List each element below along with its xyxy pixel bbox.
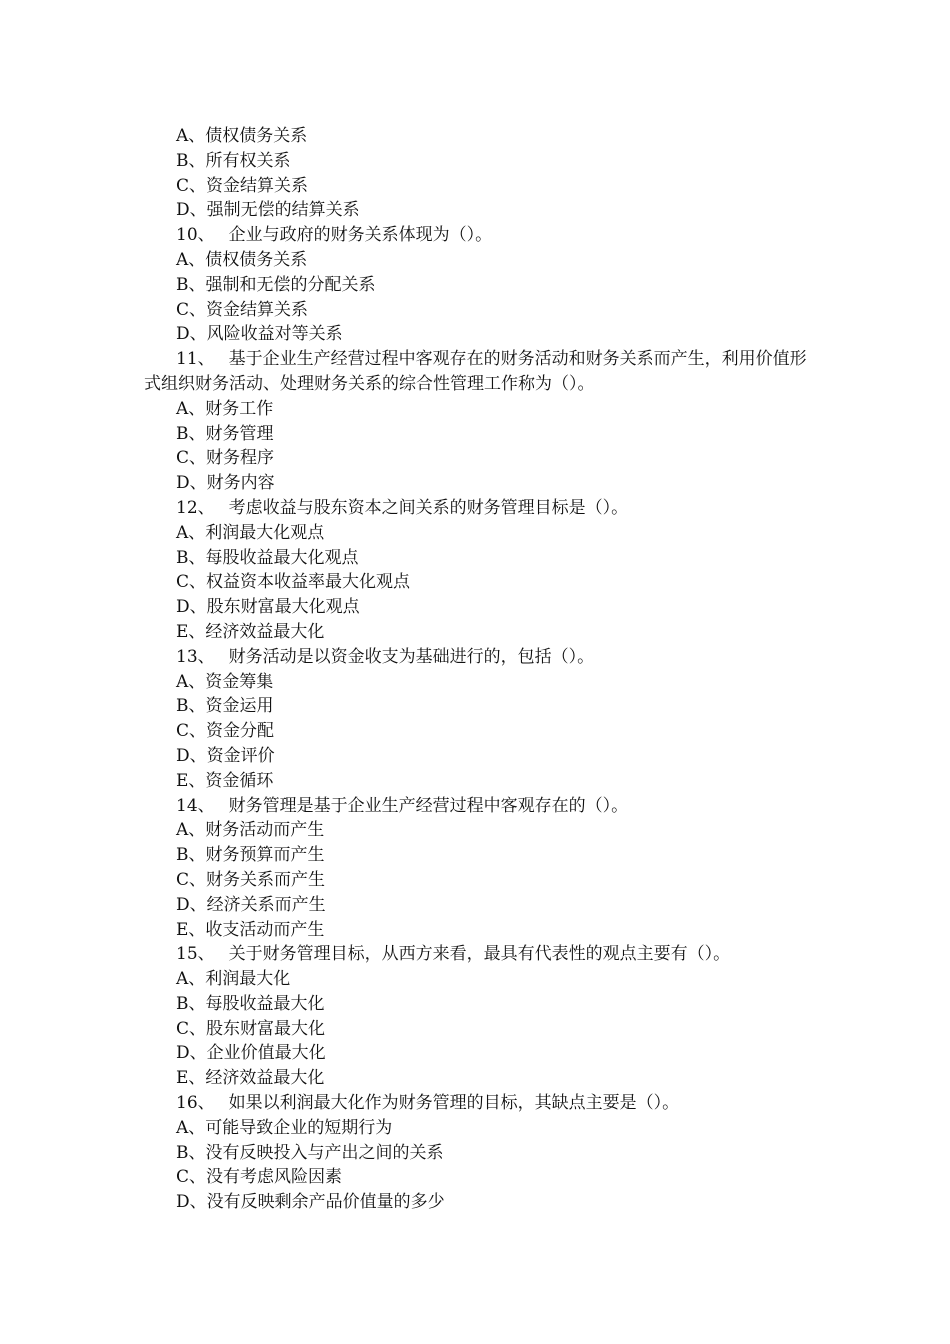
- question-text: 关于财务管理目标，从西方来看，最具有代表性的观点主要有（）。: [228, 944, 731, 965]
- question-stem: [144, 942, 814, 967]
- question-text: 基于企业生产经营过程中客观存在的财务活动和财务关系而产生，利用价值形式组织财务活动、处理财务关系的综合性管理工作称为（）。: [144, 349, 807, 394]
- answer-option: A、利润最大化观点: [176, 522, 325, 543]
- question-text: 财务活动是以资金收支为基础进行的，包括（）。: [228, 646, 595, 667]
- question-stem: [144, 347, 814, 397]
- answer-option: D、企业价值最大化: [176, 1043, 326, 1064]
- question-number: 14、: [176, 795, 215, 816]
- answer-option: A、债权债务关系: [176, 126, 308, 146]
- question-number: 12、: [176, 497, 215, 518]
- question-number: 10、: [176, 225, 215, 246]
- answer-option: C、资金分配: [176, 721, 275, 742]
- answer-option: E、收支活动而产生: [176, 919, 325, 940]
- question-stem: [144, 223, 814, 248]
- answer-option: E、经济效益最大化: [176, 621, 325, 642]
- answer-option: C、股东财富最大化: [176, 1018, 326, 1039]
- answer-option: D、财务内容: [176, 473, 275, 494]
- question-number: 16、: [176, 1093, 215, 1114]
- question-stem: [144, 496, 814, 521]
- document-body: [144, 124, 814, 1215]
- answer-option: B、每股收益最大化: [176, 993, 325, 1014]
- answer-option: A、资金筹集: [176, 671, 274, 692]
- answer-option: B、财务管理: [176, 423, 274, 444]
- answer-option: A、可能导致企业的短期行为: [176, 1117, 393, 1138]
- question-text: 如果以利润最大化作为财务管理的目标，其缺点主要是（）。: [228, 1093, 680, 1114]
- answer-option: B、资金运用: [176, 696, 274, 717]
- answer-option: A、财务工作: [176, 398, 274, 419]
- question-text: 财务管理是基于企业生产经营过程中客观存在的（）。: [228, 795, 629, 816]
- answer-option: D、股东财富最大化观点: [176, 597, 360, 618]
- question-number: 13、: [176, 646, 215, 667]
- question-stem: [144, 794, 814, 819]
- answer-option: B、每股收益最大化观点: [176, 547, 359, 568]
- answer-option: C、权益资本收益率最大化观点: [176, 572, 411, 593]
- question-text: 考虑收益与股东资本之间关系的财务管理目标是（）。: [228, 497, 629, 518]
- answer-option: D、风险收益对等关系: [176, 324, 343, 345]
- answer-option: A、债权债务关系: [176, 249, 308, 270]
- answer-option: D、没有反映剩余产品价值量的多少: [176, 1192, 445, 1213]
- answer-option: C、财务关系而产生: [176, 869, 326, 890]
- answer-option: A、财务活动而产生: [176, 820, 325, 841]
- answer-option: E、经济效益最大化: [176, 1068, 325, 1089]
- answer-option: A、利润最大化: [176, 969, 291, 990]
- answer-option: C、资金结算关系: [176, 299, 309, 320]
- question-stem: [144, 645, 814, 670]
- answer-option: E、资金循环: [176, 770, 274, 791]
- question-stem: [144, 1091, 814, 1116]
- answer-option: B、没有反映投入与产出之间的关系: [176, 1142, 444, 1163]
- answer-option: D、强制无偿的结算关系: [176, 200, 360, 221]
- question-number: 15、: [176, 944, 215, 965]
- answer-option: B、财务预算而产生: [176, 845, 325, 866]
- answer-option: C、财务程序: [176, 448, 275, 469]
- answer-option: C、资金结算关系: [176, 175, 309, 196]
- answer-option: B、所有权关系: [176, 150, 291, 171]
- question-number: 11、: [176, 349, 215, 370]
- answer-option: B、强制和无偿的分配关系: [176, 274, 376, 295]
- answer-option: D、资金评价: [176, 745, 275, 766]
- answer-option: D、经济关系而产生: [176, 894, 326, 915]
- answer-option: C、没有考虑风险因素: [176, 1167, 343, 1188]
- question-text: 企业与政府的财务关系体现为（）。: [228, 225, 493, 246]
